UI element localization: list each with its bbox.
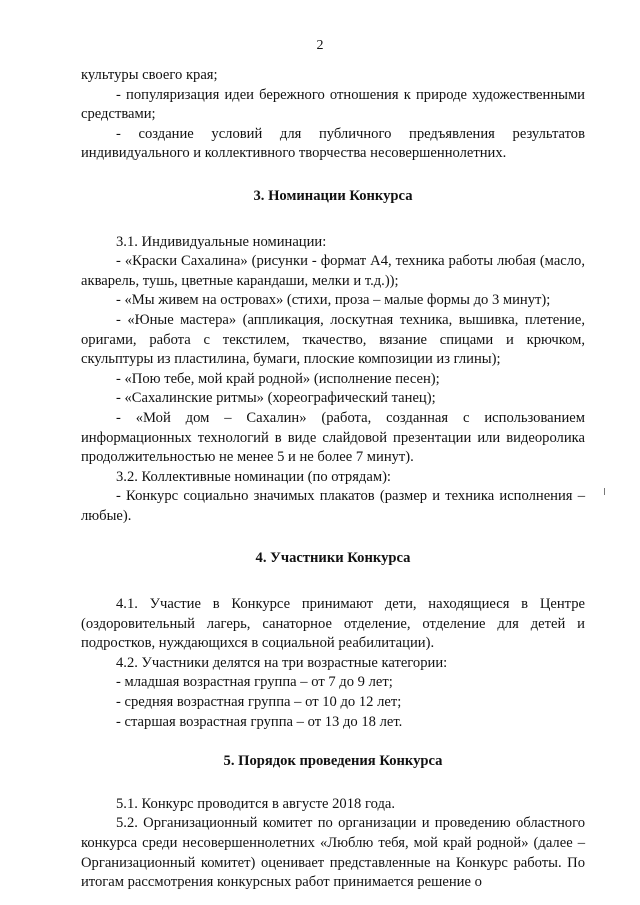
nomination-songs: - «Пою тебе, мой край родной» (исполнение песен); — [116, 370, 440, 387]
page-number: 2 — [316, 38, 324, 53]
document-body — [81, 66, 585, 893]
spacer — [81, 732, 585, 752]
spacer — [81, 569, 585, 595]
spacer — [81, 526, 585, 549]
nomination-rhythms: - «Сахалинские ритмы» (хореографический танец); — [116, 390, 436, 407]
spacer — [81, 772, 585, 795]
scan-margin-mark — [604, 488, 605, 495]
section-heading-procedure: 5. Порядок проведения Конкурса — [223, 753, 443, 770]
section-heading-nominations: 3. Номинации Конкурса — [253, 187, 413, 204]
paragraph-culture: культуры своего края; — [81, 67, 218, 83]
paragraph-contest-date: 5.1. Конкурс проводится в августе 2018 года. — [116, 795, 396, 812]
age-group-junior: - младшая возрастная группа – от 7 до 9 лет; — [116, 674, 393, 691]
nomination-islands: - «Мы живем на островах» (стихи, проза – малые формы до 3 минут); — [116, 292, 551, 309]
spacer — [81, 164, 585, 187]
spacer — [81, 207, 585, 233]
age-group-middle: - средняя возрастная группа – от 10 до 12 лет; — [116, 694, 402, 711]
paragraph-collective-nominations: 3.2. Коллективные номинации (по отрядам): — [116, 468, 391, 485]
paragraph-popularization: - популяризация идеи бережного отношения к природе художественными средствами; — [81, 86, 585, 123]
nomination-sakhalin-colors: - «Краски Сахалина» (рисунки - формат А4, техника работы любая (масло, акварель, тушь, цветные карандаши, мелки и т.д.)); — [81, 253, 585, 289]
paragraph-individual-nominations: 3.1. Индивидуальные номинации: — [116, 233, 327, 250]
paragraph-committee: 5.2. Организационный комитет по организации и проведению областного конкурса среди несовершеннолетних «Люблю тебя, мой край родной» (далее – Организационный комитет) оценивает представленные на Конкурс работы. По итогам рассмотрения конкурсных работ принимается решение о — [81, 815, 585, 891]
section-heading-participants: 4. Участники Конкурса — [255, 550, 411, 567]
paragraph-age-categories: 4.2. Участники делятся на три возрастные категории: — [116, 654, 448, 671]
age-group-senior: - старшая возрастная группа – от 13 до 18 лет. — [116, 713, 403, 730]
nomination-my-home: - «Мой дом – Сахалин» (работа, созданная с использованием информационных технологий в виде слайдовой презентации или видеоролика продолжительностью не менее 5 и не более 7 минут). — [81, 409, 585, 466]
paragraph-participation: 4.1. Участие в Конкурсе принимают дети, находящиеся в Центре (оздоровительный лагерь, санаторное отделение, отделение для детей и подростков, нуждающихся в социальной реабилитации). — [81, 596, 585, 652]
paragraph-conditions: - создание условий для публичного предъявления результатов индивидуального и коллективного творчества несовершеннолетних. — [81, 125, 585, 162]
nomination-young-masters: - «Юные мастера» (аппликация, лоскутная техника, вышивка, плетение, оригами, работа с текстилем, ткачество, вязание спицами и крючком, скульптуры из пластилина, бумаги, плоские композиции из глины); — [81, 311, 585, 368]
nomination-posters: - Конкурс социально значимых плакатов (размер и техника исполнения – любые). — [81, 488, 585, 524]
